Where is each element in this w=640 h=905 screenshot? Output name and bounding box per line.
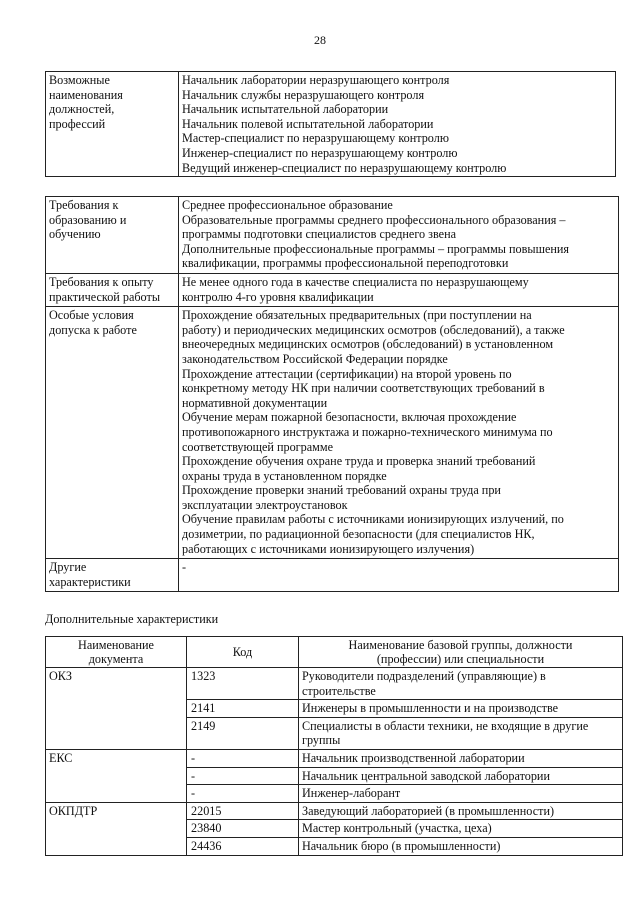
header-line: Код [232, 645, 253, 659]
requirements-text-cell [179, 273, 619, 306]
position-item: Мастер-специалист по неразрушающему контролю [182, 131, 449, 146]
position-item: Начальник лаборатории неразрушающего контроля [182, 73, 450, 87]
position-item: Начальник испытательной лаборатории [182, 102, 389, 117]
name-line: Инженеры в промышленности и на производстве [302, 701, 559, 716]
requirement-text-line: Обучение правилам работы с источниками ионизирующих излучений, по [182, 512, 564, 527]
table-header-row [46, 637, 623, 668]
requirements-label-cell [46, 197, 179, 274]
header-line: Наименование [78, 638, 154, 652]
requirement-text-line: Дополнительные профессиональные программы – программы повышения [182, 241, 570, 256]
requirement-text-line: работу) и периодических медицинских осмотров (обследований), а также [182, 322, 565, 337]
name-cell [299, 668, 623, 700]
code-cell: 23840 [187, 820, 299, 838]
name-cell [299, 749, 623, 767]
name-line: группы [302, 733, 341, 748]
name-cell [299, 802, 623, 820]
requirement-label-line: Требования к опыту [49, 274, 154, 289]
position-item: Начальник службы неразрушающего контроля [182, 87, 425, 102]
name-line: Начальник производственной лаборатории [302, 750, 525, 765]
name-line: Инженер-лаборант [302, 786, 401, 801]
positions-list-cell [179, 72, 616, 177]
requirements-admission-row [46, 307, 619, 559]
requirement-label-line: Требования к [49, 198, 119, 212]
requirement-text-line: Среднее профессиональное образование [182, 198, 393, 212]
header-line: документа [88, 652, 144, 666]
requirement-text-line: квалификации, программы профессиональной переподготовки [182, 256, 509, 271]
requirements-text-cell [179, 197, 619, 274]
name-line: Руководители подразделений (управляющие) в [302, 669, 546, 683]
code-cell: - [187, 785, 299, 803]
requirement-label-line: обучению [49, 227, 101, 242]
additional-characteristics-table [45, 636, 623, 856]
requirements-text-cell [179, 559, 619, 592]
requirements-text-cell [179, 307, 619, 559]
requirement-text-line: внеочередных медицинских осмотров (обследований) в установленном [182, 337, 554, 352]
code-cell: 24436 [187, 837, 299, 855]
header-line: (профессии) или специальности [376, 652, 545, 666]
position-item: Ведущий инженер-специалист по неразрушающему контролю [182, 160, 507, 175]
header-line: Наименование базовой группы, должности [348, 638, 573, 652]
positions-label-line: наименования [49, 87, 123, 102]
requirements-label-cell [46, 273, 179, 306]
requirement-text-line: нормативной документации [182, 395, 328, 410]
name-cell [299, 767, 623, 785]
positions-row [46, 72, 616, 177]
requirements-other-row [46, 559, 619, 592]
position-item: Инженер-специалист по неразрушающему контролю [182, 145, 458, 160]
requirements-table [45, 196, 619, 592]
requirement-label-line: Другие [49, 560, 87, 575]
header-code [187, 637, 299, 668]
requirement-label-line: практической работы [49, 289, 161, 304]
name-line: Специалисты в области техники, не входящие в другие [302, 718, 589, 733]
requirement-text-line: Прохождение проверки знаний требований охраны труда при [182, 483, 501, 498]
requirement-text-line: Прохождение обучения охране труда и проверка знаний требований [182, 454, 536, 469]
requirement-text-line: - [182, 560, 187, 575]
code-cell: 22015 [187, 802, 299, 820]
requirement-text-line: программы подготовки специалистов среднего звена [182, 227, 457, 242]
requirements-education-row [46, 197, 619, 274]
requirement-label-line: образованию и [49, 212, 127, 227]
requirement-text-line: Прохождение обязательных предварительных (при поступлении на [182, 308, 532, 323]
code-cell: 2141 [187, 700, 299, 718]
name-cell [299, 717, 623, 749]
code-cell: - [187, 749, 299, 767]
requirement-text-line: эксплуатации электроустановок [182, 497, 348, 512]
positions-label-line: Возможные [49, 73, 110, 87]
name-cell [299, 820, 623, 838]
positions-label-line: профессий [49, 116, 106, 131]
requirements-label-cell [46, 559, 179, 592]
requirement-label-line: Особые условия [49, 308, 134, 323]
name-cell [299, 700, 623, 718]
requirement-label-line: характеристики [49, 574, 131, 589]
header-document-name [46, 637, 187, 668]
requirement-text-line: контролю 4-го уровня квалификации [182, 289, 374, 304]
requirement-label-line: допуска к работе [49, 322, 137, 337]
name-line: Начальник бюро (в промышленности) [302, 838, 501, 853]
table-row [46, 802, 623, 820]
name-line: Начальник центральной заводской лаборатории [302, 768, 550, 783]
page-number: 28 [314, 33, 326, 47]
requirement-text-line: соответствующей программе [182, 439, 334, 454]
requirement-text-line: Обучение мерам пожарной безопасности, включая прохождение [182, 410, 517, 425]
name-cell [299, 837, 623, 855]
requirement-text-line: работающих с источниками ионизирующего излучения) [182, 541, 475, 556]
requirement-text-line: Не менее одного года в качестве специалиста по неразрушающему [182, 274, 529, 289]
table-row [46, 668, 623, 700]
document-cell: ЕКС [46, 749, 187, 802]
code-cell: 2149 [187, 717, 299, 749]
requirement-text-line: охраны труда в установленном порядке [182, 468, 387, 483]
requirements-experience-row [46, 273, 619, 306]
requirements-label-cell [46, 307, 179, 559]
name-line: строительстве [302, 683, 376, 698]
name-line: Заведующий лабораторией (в промышленности) [302, 803, 555, 818]
positions-label-line: должностей, [49, 102, 115, 117]
name-cell [299, 785, 623, 803]
positions-table [45, 71, 616, 177]
requirement-text-line: законодательством Российской Федерации порядке [182, 351, 448, 366]
name-line: Мастер контрольный (участка, цеха) [302, 821, 492, 836]
requirement-text-line: противопожарного инструктажа и пожарно-технического минимума по [182, 424, 553, 439]
requirement-text-line: Образовательные программы среднего профессионального образования – [182, 212, 566, 227]
code-cell: 1323 [187, 668, 299, 700]
document-cell: ОКПДТР [46, 802, 187, 855]
additional-characteristics-title: Дополнительные характеристики [45, 612, 219, 626]
table-row [46, 749, 623, 767]
requirement-text-line: Прохождение аттестации (сертификации) на второй уровень по [182, 366, 512, 381]
code-cell: - [187, 767, 299, 785]
header-group-name [299, 637, 623, 668]
requirement-text-line: дозиметрии, по радиационной безопасности (для специалистов НК, [182, 527, 535, 542]
position-item: Начальник полевой испытательной лаборатории [182, 116, 434, 131]
requirement-text-line: конкретному методу НК при наличии соответствующих требований в [182, 381, 545, 396]
positions-label-cell [46, 72, 179, 177]
document-cell: ОКЗ [46, 668, 187, 750]
